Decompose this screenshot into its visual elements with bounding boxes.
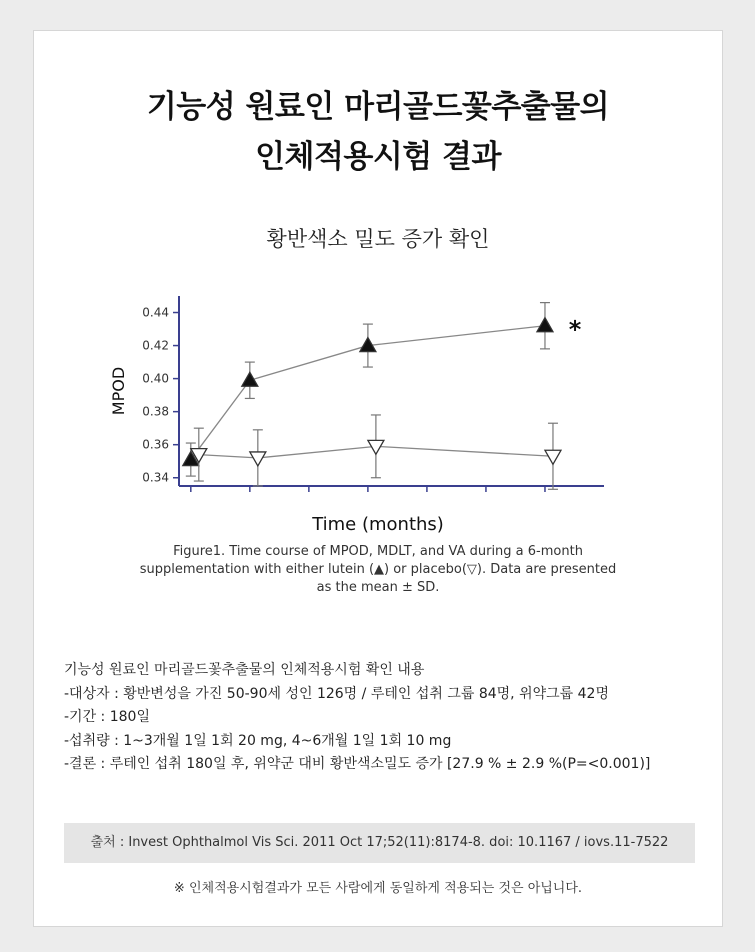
y-tick-label: 0.38: [142, 404, 169, 419]
y-tick-label: 0.40: [142, 371, 169, 386]
placebo-point: [545, 450, 561, 464]
x-axis-label: Time (months): [312, 514, 444, 535]
info-subjects: -대상자 : 황반변성을 가진 50-90세 성인 126명 / 루테인 섭취 그룹 84명, 위약그룹 42명: [64, 685, 609, 702]
page-title-line1: 기능성 원료인 마리골드꽃추출물의: [146, 89, 610, 125]
source-citation: 출처 : Invest Ophthalmol Vis Sci. 2011 Oct 17;52(11):8174-8. doi: 10.1167 / iovs.11-7522: [64, 823, 695, 863]
y-tick-label: 0.44: [142, 305, 169, 320]
y-tick-label: 0.42: [142, 338, 169, 353]
disclaimer-note: ※ 인체적용시험결과가 모든 사람에게 동일하게 적용되는 것은 아닙니다.: [173, 881, 583, 896]
trial-info: [64, 659, 704, 777]
info-conclusion: -결론 : 루테인 섭취 180일 후, 위약군 대비 황반색소밀도 증가 [27.9 % ± 2.9 %(P=<0.001)]: [64, 756, 651, 772]
info-heading: 기능성 원료인 마리골드꽃추출물의 인체적용시험 확인 내용: [64, 662, 425, 678]
figure-caption: Figure1. Time course of MPOD, MDLT, and VA during a 6-month supplementation with either lutein (▲) or placebo(▽). Data are presented as the mean ± SD.: [139, 544, 617, 595]
info-period: -기간 : 180일: [64, 709, 150, 725]
y-tick-label: 0.34: [142, 470, 169, 485]
content-card: [33, 30, 723, 927]
page-title-line2: 인체적용시험 결과: [255, 139, 501, 175]
mpod-chart: [94, 286, 654, 516]
significance-marker: *: [568, 315, 582, 344]
lutein-point: [537, 318, 553, 332]
y-axis-label: MPOD: [109, 366, 128, 416]
info-dose: -섭취량 : 1~3개월 1일 1회 20 mg, 4~6개월 1일 1회 10 mg: [64, 732, 452, 749]
y-tick-label: 0.36: [142, 437, 169, 452]
placebo-point: [250, 452, 266, 466]
chart-subtitle: 황반색소 밀도 증가 확인: [266, 227, 490, 251]
